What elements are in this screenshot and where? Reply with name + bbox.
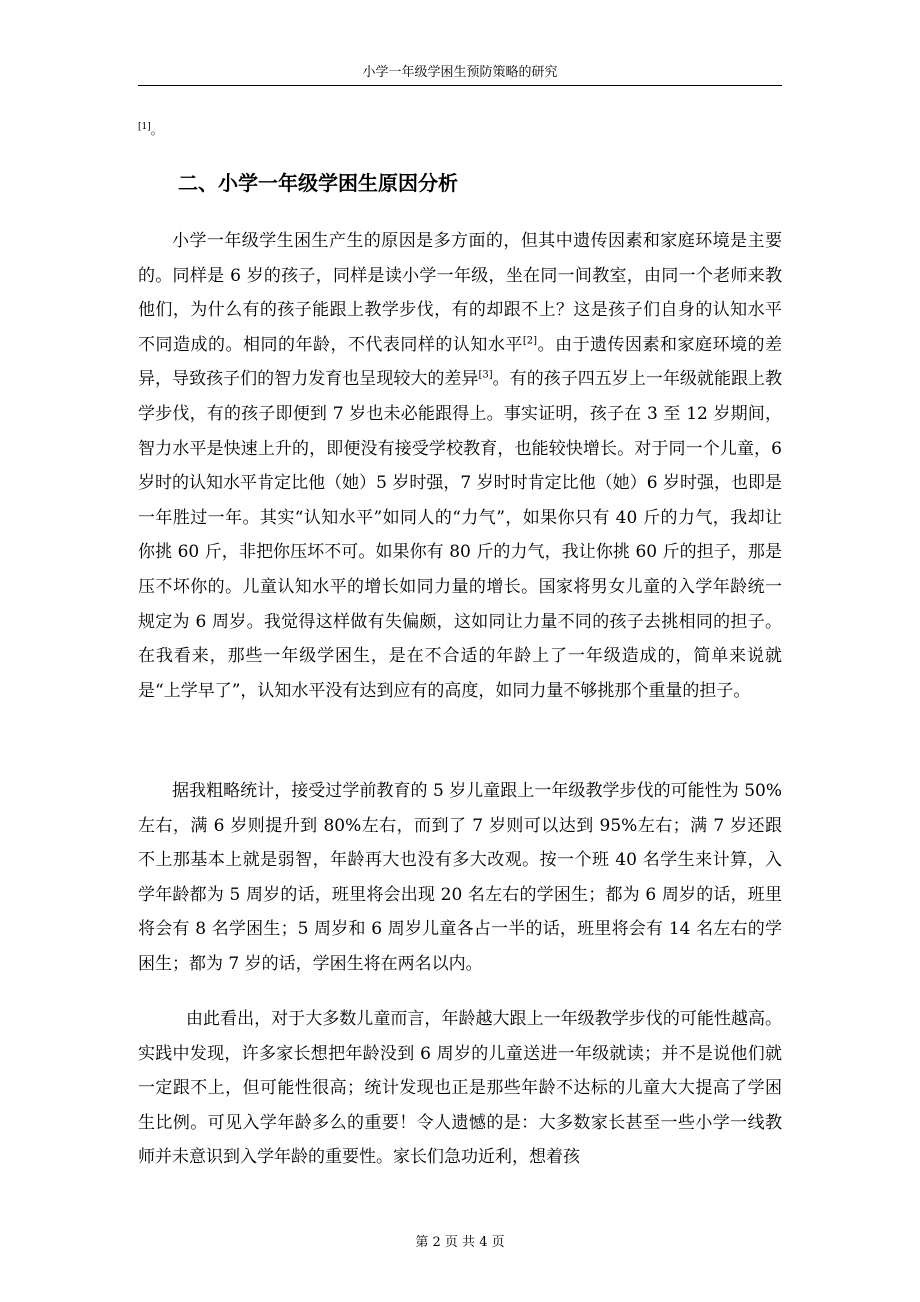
citation-ref: [2] [522, 335, 538, 347]
page-number: 第 2 页 共 4 页 [415, 1235, 505, 1250]
running-header: 小学一年级学困生预防策略的研究 [362, 65, 558, 80]
paragraph-1-text-a: 小学一年级学生困生产生的原因是多方面的，但其中遗传因素和家庭环境是主要的。同样是 6 岁的孩子，同样是读小学一年级，坐在同一间教室，由同一个老师来教他们，为什么有的孩子能跟上教学步伐，有的却跟不上？这是孩子们自身的认知水平不同造成的。相同的年龄，不代表同样的认知水平 [138, 231, 782, 355]
citation-punct: 。 [150, 123, 163, 137]
citation-ref: [1] [138, 122, 151, 132]
paragraph-1-text-c: 。有的孩子四五岁上一年级就能跟上教学步伐，有的孩子即便到 7 岁也未必能跟得上。事实证明，孩子在 3 至 12 岁期间，智力水平是快速上升的，即便没有接受学校教育，也能较快增长。对于同一个儿童，6 岁时的认知水平肯定比他（她）5 岁时强，7 岁时时肯定比他（她）6 岁时强，也即是一年胜过一年。其实“认知水平”如同人的“力气”，如果你只有 40 斤的力气，我却让你挑 60 斤，非把你压坏不可。如果你有 80 斤的力气，我让你挑 60 斤的担子，那是压不坏你的。儿童认知水平的增长如同力量的增长。国家将男女儿童的入学年龄统一规定为 6 周岁。我觉得这样做有失偏颇，这如同让力量不同的孩子去挑相同的担子。在我看来，那些一年级学困生，是在不合适的年龄上了一年级造成的，简单来说就是“上学早了”，认知水平没有达到应有的高度，如同力量不够挑那个重量的担子。 [138, 369, 783, 701]
paragraph-1 [138, 224, 782, 708]
paragraph-1-text-b: 。由于遗传因素和家庭环境的差异，导致孩子们的智力发育也呈现较大的差异 [138, 334, 783, 390]
header-rule [138, 85, 782, 86]
continued-citation [138, 118, 163, 139]
citation-ref: [3] [478, 369, 493, 381]
paragraph-3: 由此看出，对于大多数儿童而言，年龄越大跟上一年级教学步伐的可能性越高。实践中发现，许多家长想把年龄没到 6 周岁的儿童送进一年级就读；并不是说他们就一定跟不上，但可能性很高；统计发现也正是那些年龄不达标的儿童大大提高了学困生比例。可见入学年龄多么的重要！令人遗憾的是：大多数家长甚至一些小学一线教师并未意识到入学年龄的重要性。家长们急功近利，想着孩 [138, 1009, 782, 1168]
paragraph-2: 据我粗略统计，接受过学前教育的 5 岁儿童跟上一年级教学步伐的可能性为 50%左右，满 6 岁则提升到 80%左右，而到了 7 岁则可以达到 95%左右；满 7 岁还跟不上那基本上就是弱智，年龄再大也没有多大改观。按一个班 40 名学生来计算，入学年龄都为 5 周岁的话，班里将会出现 20 名左右的学困生；都为 6 周岁的话，班里将会有 8 名学困生；5 周岁和 6 周岁儿童各占一半的话，班里将会有 14 名左右的学困生；都为 7 岁的话，学困生将在两名以内。 [138, 781, 782, 974]
section-heading: 二、小学一年级学困生原因分析 [178, 171, 458, 195]
